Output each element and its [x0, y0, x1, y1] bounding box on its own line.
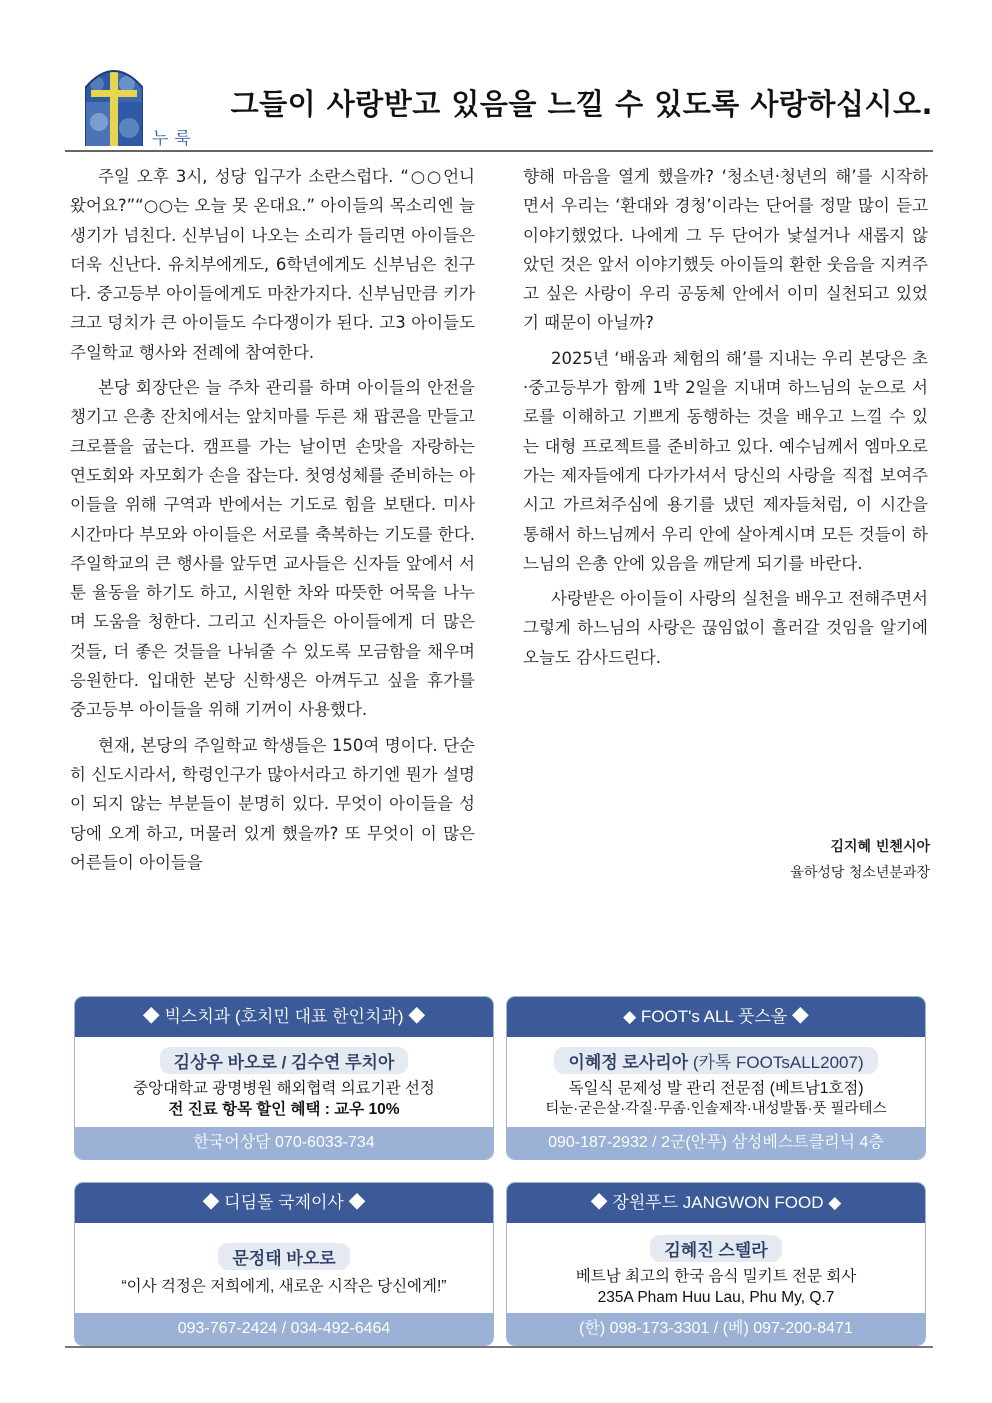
ad-body — [75, 1223, 493, 1309]
ad-card-jangwon-food[interactable] — [507, 1183, 925, 1345]
ad-contact-name — [554, 1047, 877, 1074]
ad-header: ◆ FOOT's ALL 풋스올 ◆ — [507, 997, 925, 1037]
ad-body — [507, 1223, 925, 1309]
ad-body — [75, 1037, 493, 1123]
ad-card-didimdol-moving[interactable] — [75, 1183, 493, 1345]
paragraph: 사랑받은 아이들이 사랑의 실천을 배우고 전해주면서 그렇게 하느님의 사랑은 끊임없이 흘러갈 것임을 알기에 오늘도 감사드린다. — [523, 589, 928, 667]
paragraph: 본당 회장단은 늘 주차 관리를 하며 아이들의 안전을 챙기고 은총 잔치에서는 앞치마를 두른 채 팝콘을 만들고 크로플을 굽는다. 캠프를 가는 날이면 손맛을 자랑하는 연도회와 자모회가 손을 잡는다. 첫영성체를 준비하는 아이들을 위해 구역과 반에서는 기도로 힘을 보탠다. 미사 시간마다 부모와 아이들은 서로를 축복하는 기도를 한다. 주일학교의 큰 행사를 앞두면 교사들은 신자들 앞에서 서툰 율동을 하기도 하고, 시원한 차와 따뜻한 어묵을 나누며 도움을 청한다. 그리고 신자들은 아이들에게 더 많은 것들, 더 좋은 것들을 나눠줄 수 있도록 모금함을 채우며 응원한다. 입대한 본당 신학생은 아껴두고 싶을 휴가를 중고등부 아이들을 위해 기꺼이 사용했다. — [70, 378, 475, 720]
author-name: 김지혜 빈첸시아 — [830, 839, 930, 855]
ad-footer-phone: 한국어상담 070-6033-734 — [75, 1127, 493, 1159]
paragraph: 현재, 본당의 주일학교 학생들은 150여 명이다. 단순히 신도시라서, 학령인구가 많아서라고 하기엔 뭔가 설명이 되지 않는 부분들이 분명히 있다. 무엇이 아이들을 성당에 오게 하고, 머물러 있게 했을까? 또 무엇이 이 많은 어른들이 아이들을 — [70, 735, 475, 872]
ad-footer-phone: 093-767-2424 / 034-492-6464 — [75, 1313, 493, 1345]
ad-header: ◆ 빅스치과 (호치민 대표 한인치과) ◆ — [75, 997, 493, 1037]
paragraph: 2025년 ‘배움과 체험의 해’를 지내는 우리 본당은 초·중고등부가 함께 1박 2일을 지내며 하느님의 눈으로 서로를 이해하고 기쁘게 동행하는 것을 배우고 느낄 수 있는 대형 프로젝트를 준비하고 있다. 예수님께서 엠마오로 가는 제자들에게 다가가셔서 당신의 사랑을 직접 보여주시고 가르쳐주심에 용기를 냈던 제자들처럼, 이 시간을 통해서 하느님께서 우리 안에 살아계시며 모든 것들이 하느님의 은총 안에 있음을 깨닫게 되기를 바란다. — [523, 348, 928, 573]
ad-line: 중앙대학교 광명병원 해외협력 의료기관 선정 — [133, 1080, 435, 1097]
stained-glass-cross-icon — [85, 62, 143, 146]
ad-header: ◆ 디딤돌 국제이사 ◆ — [75, 1183, 493, 1223]
page-header — [65, 60, 933, 152]
author-role: 율하성당 청소년분과장 — [790, 865, 930, 881]
ad-contact-name-main: 이혜정 로사리아 — [568, 1053, 689, 1072]
ad-line: 전 진료 항목 할인 혜택 : 교우 10% — [168, 1101, 400, 1118]
ad-contact-name-sub: (카톡 FOOTsALL2007) — [692, 1053, 864, 1072]
ad-footer-phone: (한) 098-173-3301 / (베) 097-200-8471 — [507, 1313, 925, 1345]
article-column-right — [523, 162, 928, 678]
ad-contact-name: 김상우 바오로 / 김수연 루치아 — [160, 1047, 409, 1074]
paragraph: 향해 마음을 열게 했을까? ‘청소년·청년의 해’를 시작하면서 우리는 ‘환대와 경청’이라는 단어를 정말 많이 듣고 이야기했었다. 나에게 그 두 단어가 낯설거나 새롭지 않았던 것은 앞서 이야기했듯 아이들의 환한 웃음을 지켜주고 싶은 사랑이 우리 공동체 안에서 이미 실천되고 있었기 때문이 아닐까? — [523, 167, 928, 333]
ad-line: 베트남 최고의 한국 음식 밀키트 전문 회사 — [575, 1268, 857, 1285]
paragraph: 주일 오후 3시, 성당 입구가 소란스럽다. “○○언니 왔어요?”“○○는 오늘 못 온대요.” 아이들의 목소리엔 늘 생기가 넘친다. 신부님이 나오는 소리가 들리면 아이들은 더욱 신난다. 유치부에게도, 6학년에게도 신부님은 친구다. 중고등부 아이들에게도 마찬가지다. 신부님만큼 키가 크고 덩치가 큰 아이들도 수다쟁이가 된다. 고3 아이들도 주일학교 행사와 전례에 참여한다. — [70, 167, 475, 362]
page-title: 그들이 사랑받고 있음을 느낄 수 있도록 사랑하십시오. — [230, 87, 933, 121]
ad-line: 235A Pham Huu Lau, Phu My, Q.7 — [597, 1289, 835, 1306]
ad-line: 티눈·굳은살·각질·무좀·인솔제작·내성발톱·풋 필라테스 — [545, 1101, 887, 1117]
ad-line: 독일식 문제성 발 관리 전문점 (베트남1호점) — [568, 1080, 864, 1097]
ad-footer-phone: 090-187-2932 / 2군(안푸) 삼성베스트클리닉 4층 — [507, 1127, 925, 1159]
article-column-left — [70, 162, 475, 883]
ad-contact-name: 문정태 바오로 — [218, 1243, 349, 1270]
section-label: 누룩 — [152, 129, 197, 149]
ad-body — [507, 1037, 925, 1123]
divider-bottom — [65, 1346, 933, 1348]
ad-line: “이사 걱정은 저희에게, 새로운 시작은 당신에게!” — [121, 1278, 447, 1295]
ad-header: ◆ 장원푸드 JANGWON FOOD ◆ — [507, 1183, 925, 1223]
ad-contact-name: 김혜진 스텔라 — [650, 1235, 781, 1262]
ad-card-foots-all[interactable] — [507, 997, 925, 1159]
divider-top — [65, 150, 933, 152]
ad-card-bix-dental[interactable] — [75, 997, 493, 1159]
